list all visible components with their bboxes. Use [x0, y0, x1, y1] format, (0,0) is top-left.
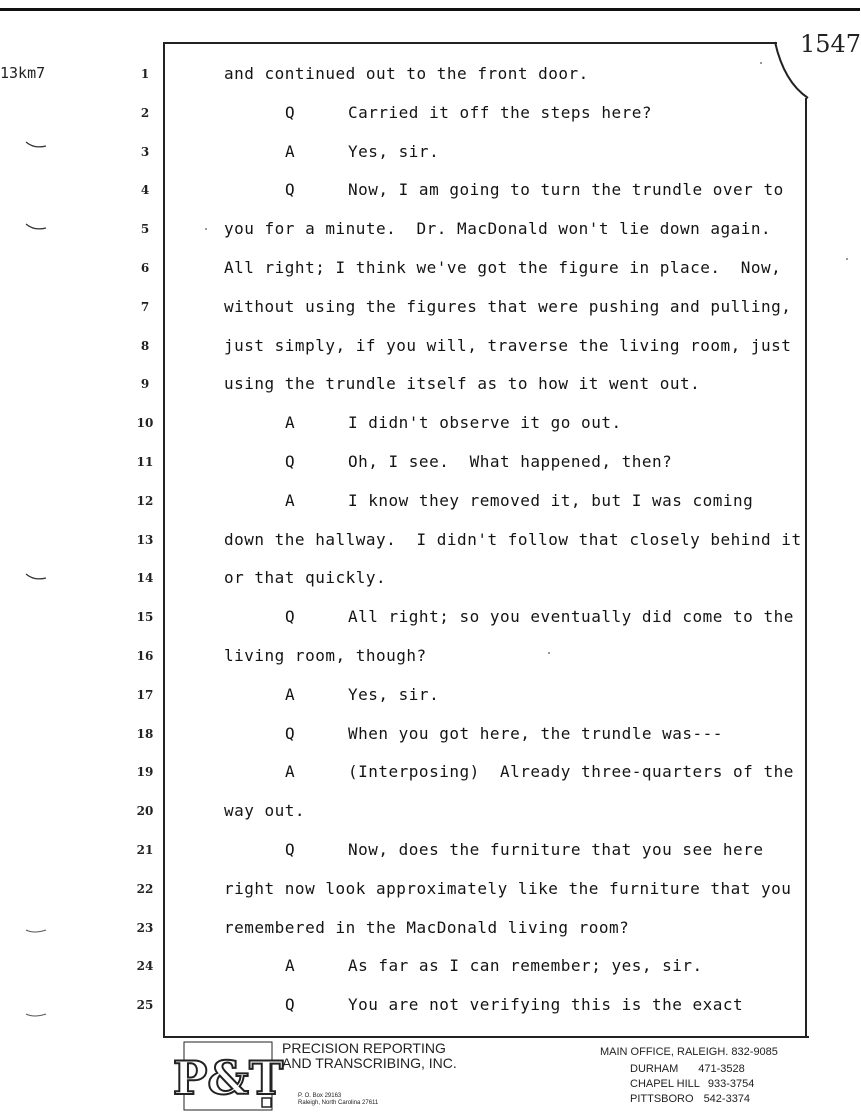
line-number: 9 — [140, 377, 150, 392]
transcript-line: You are not verifying this is the exact — [348, 995, 744, 1015]
line-number: 7 — [140, 299, 150, 314]
line-number: 6 — [140, 261, 150, 275]
reporter-logo — [172, 1040, 284, 1112]
line-number: 21 — [136, 843, 154, 857]
speaker-label: A — [285, 490, 295, 510]
transcript-line: or that quickly. — [224, 568, 387, 588]
line-number: 2 — [140, 105, 150, 120]
svg-text:P&T: P&T — [172, 1051, 284, 1105]
firm-city: Raleigh, North Carolina 27611 — [298, 1100, 379, 1106]
transcript-line: I didn't observe it go out. — [348, 413, 622, 433]
transcript-line: and continued out to the front door. — [224, 64, 589, 83]
speaker-label: Q — [285, 995, 295, 1015]
office-name: PITTSBORO — [630, 1093, 694, 1105]
line-number: 13 — [136, 532, 154, 547]
speaker-label: A — [285, 141, 295, 161]
line-number: 5 — [140, 222, 150, 237]
line-number: 15 — [136, 610, 154, 625]
office-phone: 832-9085 — [731, 1046, 778, 1058]
line-number: 14 — [136, 571, 154, 586]
margin-mark — [24, 572, 48, 582]
side-code: 13km7 — [0, 64, 46, 82]
speck — [846, 258, 848, 260]
line-number: 1 — [140, 67, 150, 81]
speaker-label: Q — [285, 180, 295, 200]
office-phone: 933-3754 — [707, 1078, 755, 1090]
line-number: 3 — [140, 144, 150, 159]
page-number: 1547 — [800, 30, 861, 58]
line-number: 22 — [136, 881, 154, 896]
speaker-label: Q — [285, 840, 295, 859]
margin-mark — [24, 222, 48, 232]
transcript-line: Oh, I see. What happened, then? — [348, 452, 673, 471]
transcript-line: Carried it off the steps here? — [348, 102, 652, 122]
margin-mark — [24, 926, 48, 936]
speaker-label: Q — [285, 723, 295, 743]
transcript-line: living room, though? — [224, 646, 427, 665]
office-name: MAIN OFFICE, RALEIGH — [600, 1046, 726, 1058]
line-number: 8 — [140, 338, 150, 353]
line-number: 10 — [136, 416, 154, 431]
speaker-label: Q — [285, 452, 295, 471]
transcript-line: All right; so you eventually did come to the — [348, 607, 794, 627]
transcript-line: way out. — [224, 801, 306, 821]
speaker-label: A — [285, 684, 295, 704]
line-number: 16 — [136, 649, 154, 663]
line-number: 17 — [136, 687, 154, 702]
margin-mark — [24, 1010, 48, 1020]
office-phone: 471-3528 — [698, 1063, 745, 1075]
transcript-line: right now look approximately like the furniture that you — [224, 878, 792, 898]
office-phone: 542-3374 — [703, 1093, 751, 1105]
transcript-line: Now, I am going to turn the trundle over to — [348, 180, 784, 200]
office-name: DURHAM — [630, 1063, 679, 1075]
line-number: 12 — [136, 493, 154, 508]
transcript-line: down the hallway. I didn't follow that closely behind it — [224, 529, 802, 549]
frame-top-rule — [163, 42, 777, 44]
speaker-label: Q — [285, 607, 295, 627]
line-number: 4 — [140, 183, 150, 198]
speaker-label: Q — [285, 102, 295, 122]
transcript-line: I know they removed it, but I was coming — [348, 490, 754, 510]
line-number: 23 — [136, 920, 154, 935]
speaker-label: A — [285, 762, 295, 782]
transcript-line: Yes, sir. — [348, 684, 440, 704]
transcript-line: Now, does the furniture that you see here — [348, 840, 764, 859]
line-number: 11 — [136, 455, 154, 469]
line-number: 19 — [136, 765, 154, 780]
firm-name-line1: PRECISION REPORTING — [282, 1040, 446, 1056]
transcript-line: using the trundle itself as to how it went out. — [224, 374, 701, 394]
transcript-line: remembered in the MacDonald living room? — [224, 917, 630, 937]
firm-name-line2: AND TRANSCRIBING, INC. — [282, 1055, 457, 1071]
transcript-line: Yes, sir. — [348, 141, 440, 161]
transcript-line: just simply, if you will, traverse the living room, just — [224, 335, 792, 355]
line-number: 25 — [136, 998, 154, 1013]
speck — [205, 228, 207, 230]
firm-block — [282, 1041, 457, 1107]
transcript-line: (Interposing) Already three-quarters of the — [348, 762, 794, 782]
transcript-line: you for a minute. Dr. MacDonald won't lie down again. — [224, 219, 772, 239]
speaker-label: A — [285, 956, 295, 976]
transcript-line: All right; I think we've got the figure in place. Now, — [224, 258, 782, 277]
line-number: 20 — [136, 804, 154, 819]
line-number: 24 — [136, 959, 154, 974]
line-number: 18 — [136, 726, 154, 741]
speaker-label: A — [285, 413, 295, 433]
transcript-line: As far as I can remember; yes, sir. — [348, 956, 703, 976]
transcript-line: When you got here, the trundle was--- — [348, 723, 723, 743]
top-rule — [0, 8, 860, 11]
po-box: P. O. Box 29163 — [298, 1093, 342, 1099]
margin-mark — [24, 140, 48, 150]
office-name: CHAPEL HILL — [630, 1078, 700, 1090]
transcript-line: without using the figures that were pushing and pulling, — [224, 296, 792, 316]
